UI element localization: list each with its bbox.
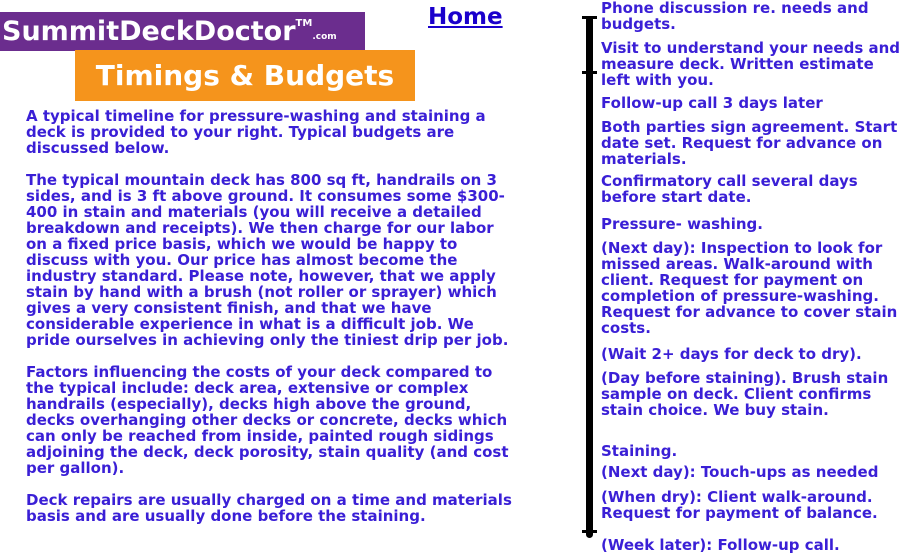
timeline-step: Phone discussion re. needs and budgets.	[601, 0, 869, 33]
timeline-step: (Week later): Follow-up call.	[601, 536, 840, 554]
logo-name: SummitDeckDoctor	[2, 16, 296, 47]
timeline-tick	[582, 530, 597, 533]
timeline-step: (Next day): Inspection to look for missed areas. Walk-around with client. Request for payment on completion of pressure-washing. Request for advance to cover stain costs.	[601, 239, 898, 337]
timeline-step: Both parties sign agreement. Start date set. Request for advance on materials.	[601, 118, 898, 168]
timeline-step: Visit to understand your needs and measure deck. Written estimate left with you.	[601, 39, 900, 89]
timeline-divider	[586, 16, 593, 538]
intro-paragraph: Deck repairs are usually charged on a time and materials basis and are usually done before the staining.	[26, 491, 512, 525]
intro-paragraph: Factors influencing the costs of your deck compared to the typical include: deck area, extensive or complex handrails (especially), decks high above the ground, decks overhanging other decks or concrete, decks which can only be reached from inside, painted rough sidings adjoining the deck, deck porosity, stain quality (and cost per gallon).	[26, 363, 509, 477]
timeline-step: Pressure- washing.	[601, 215, 763, 233]
site-logo	[0, 12, 365, 51]
logo-domain: .com	[312, 32, 337, 42]
timeline-tick	[582, 16, 597, 19]
timeline-step: (Next day): Touch-ups as needed	[601, 463, 879, 481]
timeline-step: Staining.	[601, 442, 678, 460]
timeline-step: (When dry): Client walk-around. Request for payment of balance.	[601, 488, 878, 522]
logo-trademark: TM	[295, 18, 313, 29]
intro-text	[26, 108, 518, 540]
home-link[interactable]: Home	[428, 4, 503, 30]
timeline-step: (Day before staining). Brush stain sample on deck. Client confirms stain choice. We buy stain.	[601, 369, 889, 419]
timeline-step: (Wait 2+ days for deck to dry).	[601, 345, 862, 363]
timeline-step: Confirmatory call several days before start date.	[601, 172, 858, 206]
timeline-step: Follow-up call 3 days later	[601, 94, 823, 112]
page-title-banner: Timings & Budgets	[75, 50, 415, 101]
intro-paragraph: A typical timeline for pressure-washing and staining a deck is provided to your right. Typical budgets are discussed below.	[26, 107, 486, 157]
intro-paragraph: The typical mountain deck has 800 sq ft, handrails on 3 sides, and is 3 ft above ground. It consumes some $300-400 in stain and materials (you will receive a detailed breakdown and receipts). We then charge for our labor on a fixed price basis, which we would be happy to discuss with you. Our price has almost become the industry standard. Please note, however, that we apply stain by hand with a brush (not roller or sprayer) which gives a very consistent finish, and that we have considerable experience in what is a difficult job. We pride ourselves in achieving only the tiniest drip per job.	[26, 171, 509, 349]
timeline-tick	[582, 71, 597, 74]
